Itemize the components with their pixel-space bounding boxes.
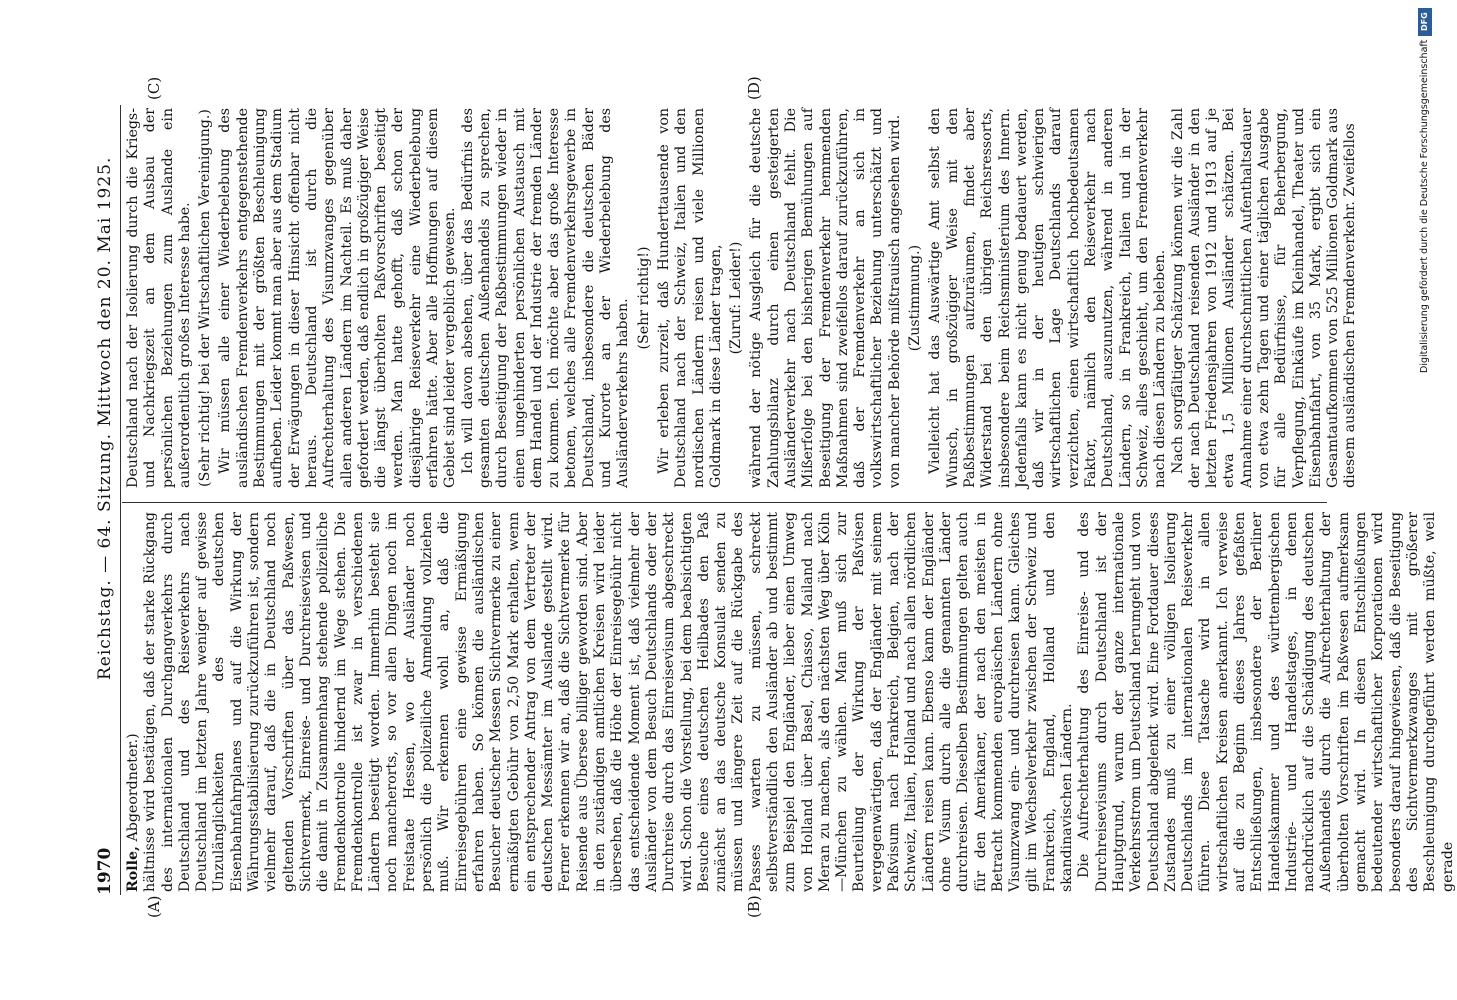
interjection: (Sehr richtig! bei der Wirtschaftlichen Vereinigung.) — [197, 109, 214, 487]
digitization-credit: Digitalisierung gefördert durch die Deutsche Forschungsgemeinschaft — [1419, 40, 1430, 374]
paragraph: während der nötige Ausgleich für die deutsche Zahlungsbilanz durch einen gesteigerten Ausländerverkehr nach Deutschland fehlt. Die Mißerfolge bei den bisherigen Bemühungen auf Beseitigung der Fremdenverkehr hemmenden Maßnahmen sind zweifellos darauf zurückzuführen, daß der Fremdenverkehr an sich in volkswirtschaftlicher Beziehung unterschätzt und von mancher Behörde mißtrauisch angesehen wird. — [748, 108, 903, 488]
paragraph: Ich will davon absehen, über das Bedürfnis des gesamten deutschen Außenhandels zu sprechen, durch Beseitigung der Paßbestimmungen wieder in einen ungehinderten persönlichen Austausch mit dem Handel und der Industrie der fremden Länder zu kommen. Ich möchte aber das große Interesse betonen, welches alle Fremdenverkehrsgewerbe in Deutschland, insbesondere die deutschen Bäder und Kurorte an der Wiederbelebung des Ausländerverkehrs haben. — [459, 108, 632, 488]
running-head: Reichstag. — 64. Sitzung. Mittwoch den 20. Mai 1925. — [95, 156, 115, 680]
margin-mark-d: (D) — [745, 76, 763, 100]
paragraph: Deutschland nach der Isolierung durch die Kriegs- und Nachkriegszeit an dem Ausbau der persönlichen Beziehungen zum Auslande ein außerordentlich großes Interesse habe. — [125, 108, 193, 488]
speaker-name: Rolle, — [125, 846, 141, 892]
margin-mark-c: (C) — [145, 76, 163, 100]
paragraph: Vielleicht hat das Auswärtige Amt selbst den Wunsch, in großzügiger Weise mit den Paßbestimmungen aufzuräumen, findet aber Widerstand bei den übrigen Reichsressorts, insbesondere beim Reichsministerium des Innern. Jedenfalls kann es nicht genug bedauert werden, daß wir in der heutigen schwierigen wirtschaftlichen Lage Deutschlands darauf verzichten, einen wirtschaftlich hochbedeutsamen Faktor, nämlich den Reiseverkehr nach Deutschland, auszunutzen, während in anderen Ländern, so in Frankreich, Italien und in der Schweiz, alles geschieht, um den Fremdenverkehr nach diesen Ländern zu beleben. — [927, 108, 1169, 488]
page-number: 1970 — [95, 847, 115, 895]
paragraph: Nach sorgfältiger Schätzung können wir die Zahl der nach Deutschland reisenden Ausländer in den letzten Friedensjahren von 1912 und 1913 auf je etwa 1,5 Millionen Ausländer schätzen. Bei Annahme einer durchschnittlichen Aufenthaltsdauer von etwa zehn Tagen und einer täglichen Ausgabe für alle Bedürfnisse, für Beherbergung, Verpflegung, Einkäufe im Kleinhandel, Theater und Eisenbahnfahrt, von 35 Mark, ergibt sich ein Gesamtaufkommen von 525 Millionen Goldmark aus diesem ausländischen Fremdenverkehr. Zweifellos — [1169, 108, 1359, 488]
column-divider — [122, 502, 1327, 503]
speaker-role: Abgeordneter.) — [125, 733, 141, 842]
right-column — [125, 108, 1360, 488]
dfg-logo: DFG — [1418, 8, 1432, 36]
margin-mark-b: (B) — [745, 895, 763, 918]
header-rule — [120, 105, 121, 895]
left-column — [125, 512, 1457, 892]
speaker-line — [125, 512, 142, 892]
interjection: (Zustimmung.) — [907, 244, 924, 352]
interjection: (Sehr richtig!) — [635, 246, 652, 350]
margin-mark-a: (A) — [145, 895, 163, 918]
paragraph: Wir müssen alle einer Wiederbelebung des ausländischen Fremdenverkehrs entgegenstehende Bestimmungen mit der größten Beschleunigung aufheben. Leider kommt man aber aus dem Stadium der Erwägungen in dieser Hinsicht offenbar nicht heraus. Deutschland ist durch die Aufrechterhaltung des Visumzwanges gegenüber allen anderen Ländern im Nachteil. Es muß daher gefordert werden, daß endlich in großzügiger Weise die längst überholten Paßvorschriften beseitigt werden. Man hatte gehofft, daß schon der diesjährige Reiseverkehr eine Wiederbelebung erfahren hätte. Aber alle Hoffnungen auf diesem Gebiet sind leider vergeblich gewesen. — [217, 108, 459, 488]
paragraph: Wir erleben zurzeit, daß Hunderttausende von Deutschland nach der Schweiz, Italien und den nordischen Ländern reisen und viele Millionen Goldmark in diese Länder tragen, — [655, 108, 724, 488]
paragraph: hältnisse wird bestätigen, daß der starke Rückgang des internationalen Durchgangverkehrs durch Deutschland und des Reiseverkehrs nach Deutschland im letzten Jahre weniger auf gewisse Unzulänglichkeiten des deutschen Eisenbahnfahrplanes und auf die Wirkung der Währungsstabilisierung zurückzuführen ist, sondern vielmehr darauf, daß die in Deutschland noch geltenden Vorschriften über das Paßwesen, Sichtvermerk, Einreise- und Durchreisevisen und die damit in Zusammenhang stehende polizeiliche Fremdenkontrolle hindernd im Wege stehen. Die Fremdenkontrolle ist zwar in verschiedenen Ländern beseitigt worden. Immerhin besteht sie noch mancherorts, so vor allen Dingen noch im Freistaate Hessen, wo der Ausländer noch persönlich die polizeiliche Anmeldung vollziehen muß. Wir erkennen wohl an, daß die Einreisegebühren eine gewisse Ermäßigung erfahren haben. So können die ausländischen Besucher deutscher Messen Sichtvermerke zu einer ermäßigten Gebühr von 2,50 Mark erhalten, wenn ein entsprechender Antrag von dem Vertreter der deutschen Messämter im Auslande gestellt wird. Ferner erkennen wir an, daß die Sichtvermerke für Reisende aus Übersee billiger geworden sind. Aber in den zuständigen amtlichen Kreisen wird leider übersehen, daß die Höhe der Einreisegebühr nicht das entscheidende Moment ist, daß vielmehr der Ausländer von dem Besuch Deutschlands oder der Durchreise durch das Einreisevisum abgeschreckt wird. Schon die Vorstellung, bei dem beabsichtigten Besuche eines deutschen Heilbades den Paß zunächst an das deutsche Konsulat senden zu müssen und längere Zeit auf die Rückgabe des Passes warten zu müssen, schreckt selbstverständlich den Ausländer ab und bestimmt zum Beispiel den Engländer, lieber einen Umweg von Holland über Basel, Chiasso, Mailand nach Meran zu machen, als den nächsten Weg über Köln—München zu wählen. Man muß sich zur Beurteilung der Wirkung der Paßvisen vergegenwärtigen, daß der Engländer mit seinem Paßvisum nach Frankreich, Belgien, nach der Schweiz, Italien, Holland und nach allen nördlichen Ländern reisen kann. Ebenso kann der Engländer ohne Visum durch alle die genannten Länder durchreisen. Dieselben Bestimmungen gelten auch für den Amerikaner, der nach den meisten in Betracht kommenden europäischen Ländern ohne Visumzwang ein- und durchreisen kann. Gleiches gilt im Wechselverkehr zwischen der Schweiz und Frankreich, England, Holland und den skandinavischen Ländern. — [142, 512, 1076, 892]
interjection: (Zuruf: Leider!) — [728, 241, 745, 355]
paragraph: Die Aufrechterhaltung des Einreise- und des Durchreisevisums durch Deutschland ist der Hauptgrund, warum der ganze internationale Verkehrsstrom um Deutschland herumgeht und von Deutschland abgelenkt wird. Eine Fortdauer dieses Zustandes muß zu einer völligen Isolierung Deutschlands im internationalen Reiseverkehr führen. Diese Tatsache wird in allen wirtschaftlichen Kreisen anerkannt. Ich verweise auf die zu Beginn dieses Jahres gefaßten Entschließungen, insbesondere der Berliner Handelskammer und des württembergischen Industrie- und Handelstages, in denen nachdrücklich auf die Schädigung des deutschen Außenhandels durch die Aufrechterhaltung der überholten Vorschriften im Paßwesen aufmerksam gemacht wird. In diesen Entschließungen bedeutender wirtschaftlicher Korporationen wird besonders darauf hingewiesen, daß die Beseitigung des Sichtvermerkzwanges mit größerer Beschleunigung durchgeführt werden müßte, weil gerade — [1076, 512, 1456, 892]
